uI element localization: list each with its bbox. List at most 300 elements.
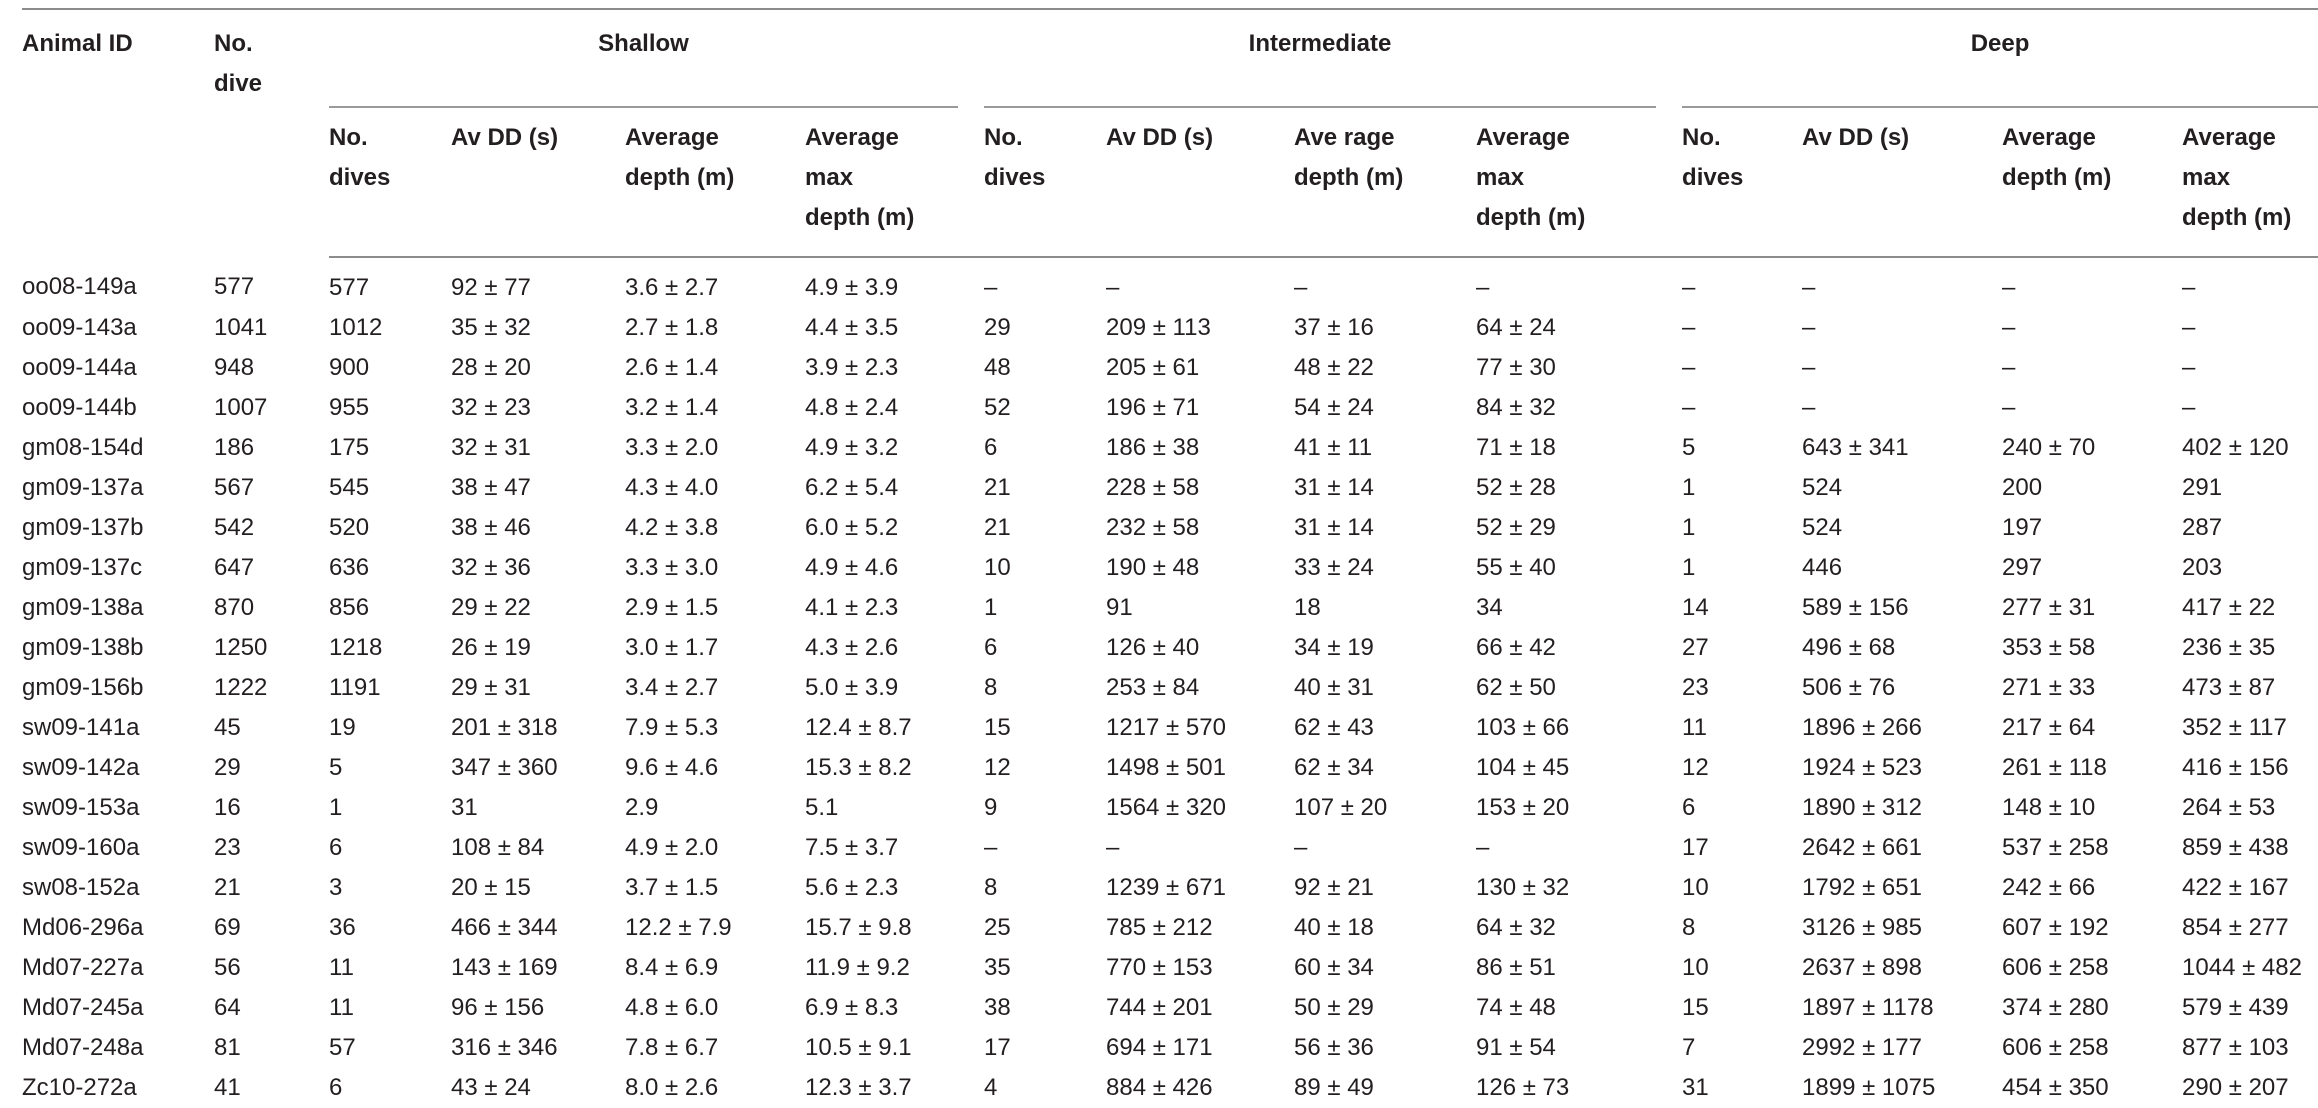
- cell-intermediate-av-dd: 91: [1106, 594, 1133, 621]
- cell-shallow-average-depth: 3.7 ± 1.5: [625, 874, 719, 901]
- header-animal-id: Animal ID: [22, 9, 214, 257]
- cell-shallow-no-dives: 6: [329, 1074, 343, 1101]
- table-row: [22, 1068, 2318, 1108]
- cell-deep-no-dives: 7: [1682, 1034, 1696, 1061]
- group-gap: [958, 548, 984, 588]
- cell-intermediate-no-dives: 4: [984, 1074, 998, 1101]
- cell-shallow-av-dd: 466 ± 344: [451, 914, 558, 941]
- cell-animal-id: gm09-137b: [22, 514, 144, 541]
- cell-deep-average-max-depth: –: [2182, 354, 2196, 381]
- cell-deep-av-dd: 524: [1802, 514, 1843, 541]
- cell-deep-average-depth: 374 ± 280: [2002, 994, 2109, 1021]
- cell-deep-av-dd: 1897 ± 1178: [1802, 994, 1934, 1021]
- cell-shallow-av-dd: 38 ± 47: [451, 474, 531, 501]
- group-gap: [1656, 548, 1682, 588]
- group-gap: [1656, 588, 1682, 628]
- cell-shallow-average-max-depth: 6.0 ± 5.2: [805, 514, 899, 541]
- cell-intermediate-av-dd: 1217 ± 570: [1106, 714, 1226, 741]
- cell-shallow-av-dd: 96 ± 156: [451, 994, 545, 1021]
- cell-deep-average-max-depth: 264 ± 53: [2182, 794, 2276, 821]
- cell-deep-av-dd: 3126 ± 985: [1802, 914, 1922, 941]
- cell-animal-id: sw09-160a: [22, 834, 140, 861]
- group-gap: [958, 948, 984, 988]
- cell-deep-av-dd: 506 ± 76: [1802, 674, 1896, 701]
- cell-deep-no-dives: 1: [1682, 554, 1696, 581]
- cell-intermediate-average-depth: 54 ± 24: [1294, 394, 1374, 421]
- cell-shallow-av-dd: 32 ± 23: [451, 394, 531, 421]
- cell-deep-no-dives: 6: [1682, 794, 1696, 821]
- header-intermediate-average-max-depth: Average max depth (m): [1476, 107, 1656, 257]
- cell-intermediate-no-dives: 6: [984, 434, 998, 461]
- cell-no-dive: 64: [214, 994, 241, 1021]
- cell-no-dive: 567: [214, 474, 255, 501]
- table-row: [22, 428, 2318, 468]
- header-intermediate-no-dives: No. dives: [984, 107, 1106, 257]
- table-body: [22, 257, 2318, 1108]
- cell-intermediate-av-dd: 232 ± 58: [1106, 514, 1200, 541]
- table-row: [22, 828, 2318, 868]
- cell-deep-av-dd: –: [1802, 394, 1816, 421]
- cell-shallow-no-dives: 11: [329, 954, 354, 981]
- cell-intermediate-av-dd: 744 ± 201: [1106, 994, 1213, 1021]
- group-gap: [958, 628, 984, 668]
- cell-intermediate-average-max-depth: 66 ± 42: [1476, 634, 1556, 661]
- cell-deep-av-dd: –: [1802, 274, 1816, 301]
- cell-deep-no-dives: 10: [1682, 954, 1709, 981]
- cell-deep-average-max-depth: 290 ± 207: [2182, 1074, 2289, 1101]
- cell-shallow-av-dd: 316 ± 346: [451, 1034, 558, 1061]
- cell-shallow-average-depth: 3.6 ± 2.7: [625, 274, 719, 301]
- group-gap: [1656, 948, 1682, 988]
- cell-animal-id: sw08-152a: [22, 874, 140, 901]
- table-header: [22, 9, 2318, 257]
- cell-shallow-average-max-depth: 12.3 ± 3.7: [805, 1074, 912, 1101]
- cell-shallow-av-dd: 35 ± 32: [451, 314, 531, 341]
- cell-shallow-no-dives: 1218: [329, 634, 383, 661]
- cell-shallow-average-depth: 9.6 ± 4.6: [625, 754, 719, 781]
- cell-shallow-average-max-depth: 11.9 ± 9.2: [805, 954, 910, 981]
- cell-deep-average-depth: –: [2002, 394, 2016, 421]
- cell-shallow-av-dd: 32 ± 31: [451, 434, 531, 461]
- header-intermediate-av-dd: Av DD (s): [1106, 107, 1294, 257]
- cell-deep-average-max-depth: 473 ± 87: [2182, 674, 2276, 701]
- cell-shallow-average-max-depth: 4.1 ± 2.3: [805, 594, 899, 621]
- cell-intermediate-average-depth: 89 ± 49: [1294, 1074, 1374, 1101]
- group-gap: [958, 588, 984, 628]
- cell-no-dive: 1007: [214, 394, 268, 421]
- table-row: [22, 548, 2318, 588]
- group-gap: [958, 468, 984, 508]
- cell-deep-av-dd: –: [1802, 314, 1816, 341]
- group-gap: [958, 308, 984, 348]
- cell-intermediate-av-dd: –: [1106, 274, 1120, 301]
- cell-deep-average-depth: 606 ± 258: [2002, 1034, 2109, 1061]
- cell-no-dive: 56: [214, 954, 241, 981]
- group-gap: [1656, 748, 1682, 788]
- cell-no-dive: 45: [214, 714, 241, 741]
- cell-shallow-average-depth: 3.3 ± 3.0: [625, 554, 719, 581]
- table-row: [22, 508, 2318, 548]
- cell-shallow-no-dives: 520: [329, 514, 370, 541]
- cell-intermediate-average-depth: –: [1294, 274, 1308, 301]
- cell-shallow-average-depth: 3.4 ± 2.7: [625, 674, 719, 701]
- cell-deep-av-dd: 2637 ± 898: [1802, 954, 1922, 981]
- cell-intermediate-average-depth: 50 ± 29: [1294, 994, 1374, 1021]
- cell-intermediate-av-dd: 785 ± 212: [1106, 914, 1213, 941]
- group-gap: [1656, 1028, 1682, 1068]
- table-row: [22, 388, 2318, 428]
- cell-deep-average-max-depth: 417 ± 22: [2182, 594, 2276, 621]
- table-row: [22, 1028, 2318, 1068]
- group-gap: [958, 828, 984, 868]
- cell-shallow-average-max-depth: 5.1: [805, 794, 839, 821]
- header-shallow-no-dives: No. dives: [329, 107, 451, 257]
- header-intermediate-average-depth: Ave rage depth (m): [1294, 107, 1476, 257]
- cell-animal-id: oo08-149a: [22, 273, 137, 300]
- cell-deep-av-dd: 524: [1802, 474, 1843, 501]
- cell-intermediate-no-dives: 52: [984, 394, 1011, 421]
- cell-shallow-average-max-depth: 3.9 ± 2.3: [805, 354, 899, 381]
- cell-animal-id: Md07-245a: [22, 994, 144, 1021]
- cell-animal-id: Zc10-272a: [22, 1074, 137, 1101]
- cell-intermediate-av-dd: 205 ± 61: [1106, 354, 1200, 381]
- cell-no-dive: 647: [214, 554, 255, 581]
- cell-shallow-no-dives: 955: [329, 394, 370, 421]
- cell-deep-no-dives: 31: [1682, 1074, 1709, 1101]
- cell-intermediate-no-dives: 15: [984, 714, 1011, 741]
- cell-intermediate-no-dives: 21: [984, 514, 1011, 541]
- cell-intermediate-av-dd: 190 ± 48: [1106, 554, 1200, 581]
- cell-deep-no-dives: –: [1682, 274, 1696, 301]
- cell-shallow-av-dd: 347 ± 360: [451, 754, 558, 781]
- cell-deep-average-depth: –: [2002, 274, 2016, 301]
- cell-deep-no-dives: 27: [1682, 634, 1709, 661]
- cell-no-dive: 1041: [214, 314, 268, 341]
- group-gap: [1656, 388, 1682, 428]
- cell-deep-av-dd: 446: [1802, 554, 1843, 581]
- cell-deep-average-depth: 607 ± 192: [2002, 914, 2109, 941]
- cell-deep-no-dives: –: [1682, 394, 1696, 421]
- cell-intermediate-average-max-depth: 153 ± 20: [1476, 794, 1570, 821]
- cell-deep-no-dives: 1: [1682, 474, 1696, 501]
- cell-no-dive: 21: [214, 874, 241, 901]
- group-gap: [958, 1068, 984, 1108]
- cell-deep-average-depth: 353 ± 58: [2002, 634, 2096, 661]
- cell-deep-no-dives: 12: [1682, 754, 1709, 781]
- group-gap: [1656, 308, 1682, 348]
- cell-deep-av-dd: 589 ± 156: [1802, 594, 1909, 621]
- group-gap: [1656, 988, 1682, 1028]
- group-gap: [958, 508, 984, 548]
- group-gap: [1656, 868, 1682, 908]
- table-row: [22, 868, 2318, 908]
- cell-deep-average-depth: 197: [2002, 514, 2043, 541]
- cell-shallow-average-max-depth: 4.9 ± 3.2: [805, 434, 899, 461]
- group-gap: [958, 428, 984, 468]
- cell-intermediate-av-dd: 196 ± 71: [1106, 394, 1200, 421]
- cell-intermediate-average-max-depth: 71 ± 18: [1476, 434, 1556, 461]
- cell-animal-id: oo09-143a: [22, 314, 137, 341]
- cell-shallow-av-dd: 38 ± 46: [451, 514, 531, 541]
- cell-intermediate-no-dives: 35: [984, 954, 1011, 981]
- cell-shallow-average-depth: 3.3 ± 2.0: [625, 434, 719, 461]
- group-gap: [1656, 348, 1682, 388]
- group-gap: [958, 748, 984, 788]
- cell-animal-id: sw09-141a: [22, 714, 140, 741]
- cell-shallow-no-dives: 1191: [329, 674, 381, 701]
- cell-no-dive: 29: [214, 754, 241, 781]
- cell-shallow-average-depth: 2.9 ± 1.5: [625, 594, 719, 621]
- cell-shallow-no-dives: 36: [329, 914, 356, 941]
- cell-shallow-average-max-depth: 4.4 ± 3.5: [805, 314, 899, 341]
- group-gap: [958, 1028, 984, 1068]
- cell-shallow-no-dives: 545: [329, 474, 370, 501]
- cell-deep-average-depth: 261 ± 118: [2002, 754, 2107, 781]
- table-row: [22, 257, 2318, 308]
- cell-shallow-average-max-depth: 15.3 ± 8.2: [805, 754, 912, 781]
- cell-animal-id: gm09-138b: [22, 634, 144, 661]
- cell-deep-average-depth: 606 ± 258: [2002, 954, 2109, 981]
- cell-deep-average-max-depth: 236 ± 35: [2182, 634, 2276, 661]
- cell-deep-average-max-depth: –: [2182, 274, 2196, 301]
- cell-shallow-av-dd: 29 ± 31: [451, 674, 531, 701]
- cell-intermediate-average-max-depth: 34: [1476, 594, 1503, 621]
- cell-intermediate-average-max-depth: 52 ± 28: [1476, 474, 1556, 501]
- group-gap: [958, 708, 984, 748]
- cell-deep-average-max-depth: –: [2182, 394, 2196, 421]
- cell-deep-average-max-depth: 291: [2182, 474, 2223, 501]
- cell-shallow-average-max-depth: 7.5 ± 3.7: [805, 834, 899, 861]
- cell-intermediate-av-dd: 1498 ± 501: [1106, 754, 1226, 781]
- cell-shallow-no-dives: 577: [329, 274, 370, 301]
- cell-deep-average-max-depth: 422 ± 167: [2182, 874, 2289, 901]
- cell-deep-average-depth: 217 ± 64: [2002, 714, 2096, 741]
- cell-shallow-av-dd: 20 ± 15: [451, 874, 531, 901]
- cell-intermediate-average-depth: –: [1294, 834, 1308, 861]
- cell-shallow-av-dd: 108 ± 84: [451, 834, 545, 861]
- cell-intermediate-no-dives: –: [984, 274, 998, 301]
- cell-intermediate-average-depth: 37 ± 16: [1294, 314, 1374, 341]
- cell-deep-av-dd: 643 ± 341: [1802, 434, 1909, 461]
- cell-deep-av-dd: 2992 ± 177: [1802, 1034, 1922, 1061]
- cell-no-dive: 23: [214, 834, 241, 861]
- group-gap: [1656, 708, 1682, 748]
- header-deep-av-dd: Av DD (s): [1802, 107, 2002, 257]
- cell-no-dive: 186: [214, 434, 255, 461]
- cell-deep-av-dd: 1896 ± 266: [1802, 714, 1922, 741]
- group-gap: [958, 908, 984, 948]
- cell-intermediate-no-dives: –: [984, 834, 998, 861]
- cell-intermediate-average-depth: 62 ± 34: [1294, 754, 1374, 781]
- cell-shallow-no-dives: 900: [329, 354, 370, 381]
- cell-shallow-average-depth: 4.3 ± 4.0: [625, 474, 719, 501]
- header-shallow-average-depth: Average depth (m): [625, 107, 805, 257]
- cell-intermediate-no-dives: 8: [984, 674, 998, 701]
- cell-deep-no-dives: 17: [1682, 834, 1709, 861]
- cell-shallow-no-dives: 3: [329, 874, 343, 901]
- cell-deep-average-depth: 271 ± 33: [2002, 674, 2096, 701]
- cell-deep-average-depth: –: [2002, 354, 2016, 381]
- header-shallow-average-max-depth: Average max depth (m): [805, 107, 958, 257]
- header-group-deep: Deep: [1682, 9, 2318, 107]
- table-row: [22, 628, 2318, 668]
- cell-animal-id: oo09-144b: [22, 394, 137, 421]
- cell-deep-average-max-depth: –: [2182, 314, 2196, 341]
- cell-shallow-average-depth: 8.4 ± 6.9: [625, 954, 719, 981]
- cell-deep-average-max-depth: 287: [2182, 514, 2223, 541]
- cell-shallow-average-max-depth: 5.0 ± 3.9: [805, 674, 899, 701]
- header-group-intermediate: Intermediate: [984, 9, 1656, 107]
- cell-intermediate-average-max-depth: 74 ± 48: [1476, 994, 1556, 1021]
- cell-animal-id: oo09-144a: [22, 354, 137, 381]
- table-row: [22, 788, 2318, 828]
- cell-intermediate-av-dd: 694 ± 171: [1106, 1034, 1213, 1061]
- cell-deep-average-max-depth: 203: [2182, 554, 2223, 581]
- cell-shallow-no-dives: 57: [329, 1034, 356, 1061]
- cell-intermediate-no-dives: 8: [984, 874, 998, 901]
- table-row: [22, 588, 2318, 628]
- group-gap: [1656, 1068, 1682, 1108]
- cell-no-dive: 81: [214, 1034, 241, 1061]
- cell-shallow-no-dives: 11: [329, 994, 354, 1021]
- cell-animal-id: sw09-153a: [22, 794, 140, 821]
- cell-shallow-no-dives: 636: [329, 554, 370, 581]
- group-gap: [958, 668, 984, 708]
- cell-shallow-average-depth: 2.7 ± 1.8: [625, 314, 719, 341]
- cell-shallow-av-dd: 31: [451, 794, 478, 821]
- cell-deep-av-dd: 496 ± 68: [1802, 634, 1896, 661]
- cell-shallow-average-max-depth: 4.9 ± 3.9: [805, 274, 899, 301]
- cell-shallow-no-dives: 6: [329, 834, 343, 861]
- cell-intermediate-no-dives: 17: [984, 1034, 1011, 1061]
- table-row: [22, 308, 2318, 348]
- header-deep-average-depth: Average depth (m): [2002, 107, 2182, 257]
- cell-shallow-av-dd: 28 ± 20: [451, 354, 531, 381]
- table-row: [22, 908, 2318, 948]
- cell-deep-average-depth: 240 ± 70: [2002, 434, 2096, 461]
- subheader-row: [22, 107, 2318, 257]
- cell-intermediate-average-max-depth: 55 ± 40: [1476, 554, 1556, 581]
- cell-intermediate-average-depth: 34 ± 19: [1294, 634, 1374, 661]
- cell-shallow-av-dd: 43 ± 24: [451, 1074, 531, 1101]
- cell-shallow-av-dd: 201 ± 318: [451, 714, 558, 741]
- cell-shallow-average-depth: 12.2 ± 7.9: [625, 914, 732, 941]
- cell-deep-no-dives: –: [1682, 354, 1696, 381]
- cell-deep-av-dd: 1890 ± 312: [1802, 794, 1922, 821]
- cell-animal-id: gm09-137c: [22, 554, 143, 581]
- table-row: [22, 988, 2318, 1028]
- header-group-shallow: Shallow: [329, 9, 958, 107]
- cell-animal-id: Md07-227a: [22, 954, 144, 981]
- header-deep-average-max-depth: Average max depth (m): [2182, 107, 2318, 257]
- cell-intermediate-average-max-depth: 52 ± 29: [1476, 514, 1556, 541]
- header-no-dive: No. dive: [214, 9, 329, 257]
- group-gap: [958, 388, 984, 428]
- cell-intermediate-no-dives: 1: [984, 594, 998, 621]
- cell-animal-id: gm09-137a: [22, 474, 144, 501]
- cell-no-dive: 16: [214, 794, 241, 821]
- cell-shallow-average-depth: 8.0 ± 2.6: [625, 1074, 719, 1101]
- cell-deep-no-dives: 23: [1682, 674, 1709, 701]
- cell-deep-average-max-depth: 416 ± 156: [2182, 754, 2289, 781]
- cell-deep-av-dd: 1924 ± 523: [1802, 754, 1922, 781]
- cell-shallow-average-depth: 7.9 ± 5.3: [625, 714, 719, 741]
- cell-shallow-average-depth: 4.9 ± 2.0: [625, 834, 719, 861]
- cell-deep-average-depth: 200: [2002, 474, 2043, 501]
- cell-animal-id: gm08-154d: [22, 434, 144, 461]
- cell-intermediate-average-depth: 62 ± 43: [1294, 714, 1374, 741]
- cell-shallow-average-max-depth: 4.9 ± 4.6: [805, 554, 899, 581]
- cell-intermediate-average-max-depth: 86 ± 51: [1476, 954, 1556, 981]
- cell-shallow-no-dives: 19: [329, 714, 356, 741]
- cell-deep-av-dd: 2642 ± 661: [1802, 834, 1922, 861]
- cell-shallow-average-depth: 3.2 ± 1.4: [625, 394, 719, 421]
- cell-intermediate-average-depth: 33 ± 24: [1294, 554, 1374, 581]
- cell-deep-average-max-depth: 579 ± 439: [2182, 994, 2289, 1021]
- group-gap: [1656, 828, 1682, 868]
- cell-deep-no-dives: 5: [1682, 434, 1696, 461]
- cell-deep-av-dd: 1899 ± 1075: [1802, 1074, 1936, 1101]
- cell-intermediate-average-depth: 48 ± 22: [1294, 354, 1374, 381]
- cell-deep-no-dives: 8: [1682, 914, 1696, 941]
- header-deep-no-dives: No. dives: [1682, 107, 1802, 257]
- cell-shallow-av-dd: 29 ± 22: [451, 594, 531, 621]
- group-gap: [1656, 508, 1682, 548]
- table-row: [22, 468, 2318, 508]
- cell-shallow-no-dives: 856: [329, 594, 370, 621]
- cell-intermediate-average-depth: 18: [1294, 594, 1321, 621]
- cell-no-dive: 577: [214, 273, 255, 300]
- cell-deep-av-dd: 1792 ± 651: [1802, 874, 1922, 901]
- cell-intermediate-average-depth: 41 ± 11: [1294, 434, 1373, 461]
- cell-animal-id: gm09-156b: [22, 674, 144, 701]
- cell-intermediate-average-max-depth: –: [1476, 834, 1490, 861]
- cell-intermediate-av-dd: 253 ± 84: [1106, 674, 1200, 701]
- group-gap: [958, 988, 984, 1028]
- cell-shallow-average-depth: 7.8 ± 6.7: [625, 1034, 719, 1061]
- cell-shallow-no-dives: 5: [329, 754, 343, 781]
- cell-deep-no-dives: 11: [1682, 714, 1707, 741]
- cell-shallow-no-dives: 1012: [329, 314, 383, 341]
- cell-shallow-no-dives: 175: [329, 434, 370, 461]
- cell-deep-average-max-depth: 854 ± 277: [2182, 914, 2289, 941]
- cell-intermediate-average-max-depth: 103 ± 66: [1476, 714, 1570, 741]
- group-gap: [1656, 668, 1682, 708]
- cell-intermediate-av-dd: 1564 ± 320: [1106, 794, 1226, 821]
- cell-deep-average-max-depth: 877 ± 103: [2182, 1034, 2289, 1061]
- header-shallow-av-dd: Av DD (s): [451, 107, 625, 257]
- cell-no-dive: 948: [214, 354, 255, 381]
- cell-intermediate-average-depth: 56 ± 36: [1294, 1034, 1374, 1061]
- cell-intermediate-average-max-depth: 62 ± 50: [1476, 674, 1556, 701]
- cell-intermediate-average-depth: 107 ± 20: [1294, 794, 1388, 821]
- cell-intermediate-average-max-depth: 64 ± 24: [1476, 314, 1556, 341]
- cell-deep-no-dives: 1: [1682, 514, 1696, 541]
- cell-animal-id: Md07-248a: [22, 1034, 144, 1061]
- cell-intermediate-average-max-depth: 104 ± 45: [1476, 754, 1570, 781]
- group-gap: [1656, 908, 1682, 948]
- dive-statistics-table: [22, 8, 2318, 1108]
- cell-shallow-av-dd: 92 ± 77: [451, 274, 531, 301]
- cell-intermediate-no-dives: 21: [984, 474, 1011, 501]
- cell-shallow-av-dd: 32 ± 36: [451, 554, 531, 581]
- cell-shallow-average-max-depth: 10.5 ± 9.1: [805, 1034, 912, 1061]
- cell-intermediate-average-depth: 60 ± 34: [1294, 954, 1374, 981]
- table-row: [22, 708, 2318, 748]
- cell-shallow-average-depth: 2.9: [625, 794, 659, 821]
- cell-deep-average-max-depth: 859 ± 438: [2182, 834, 2289, 861]
- cell-deep-average-depth: 537 ± 258: [2002, 834, 2109, 861]
